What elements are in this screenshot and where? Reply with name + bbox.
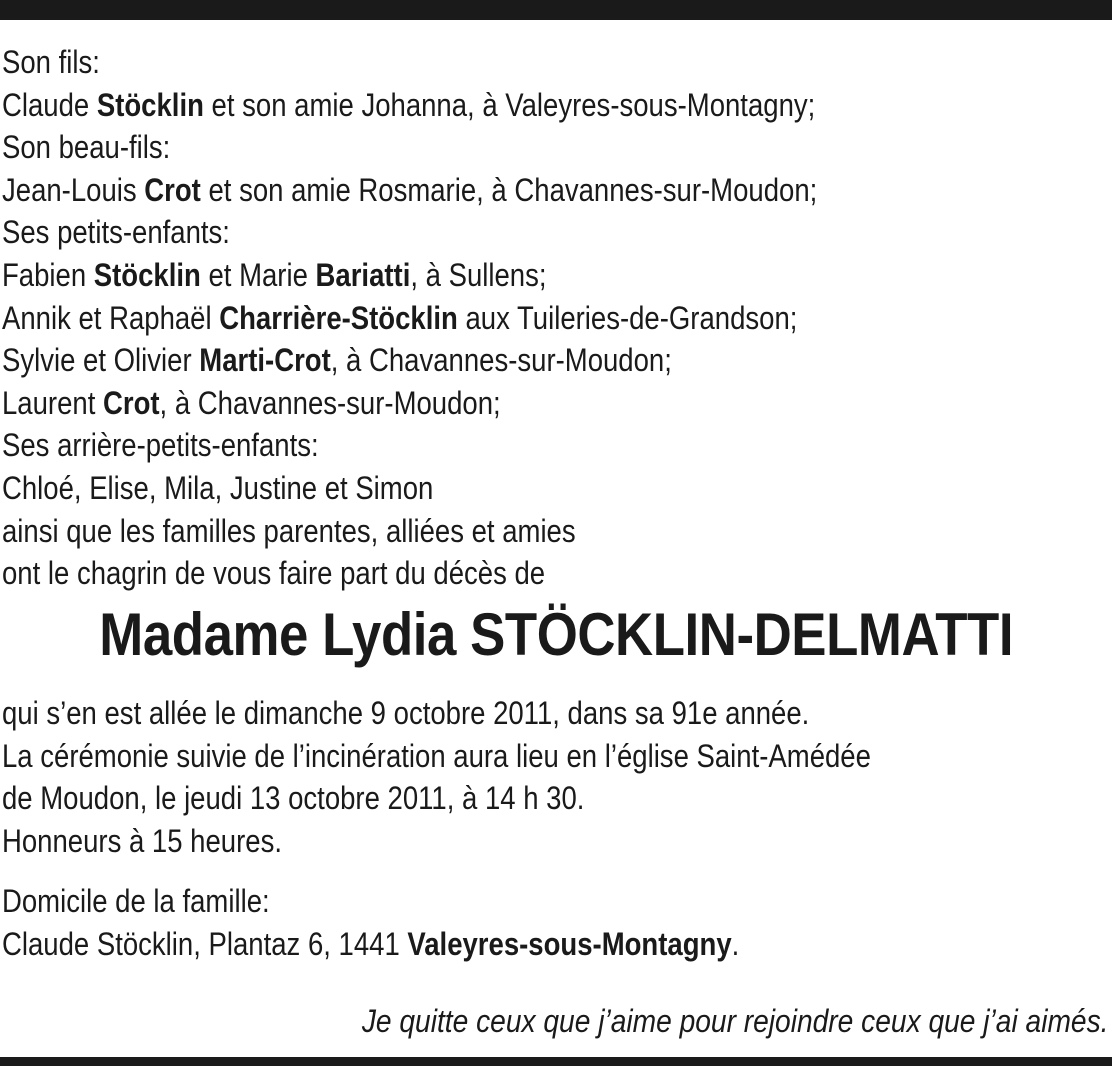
ceremony-details xyxy=(2,692,1107,862)
grandchild-line: Laurent Crot, à Chavannes-sur-Moudon; xyxy=(2,384,501,421)
son-heading: Son fils: xyxy=(2,44,100,80)
passing-line: qui s’en est allée le dimanche 9 octobre 2011, dans sa 91e année. xyxy=(2,695,810,731)
grandchild-line: Sylvie et Olivier Marti-Crot, à Chavannes-sur-Moudon; xyxy=(2,342,672,379)
grandchild-line: Fabien Stöcklin et Marie Bariatti, à Sullens; xyxy=(2,256,547,293)
ceremony-date-line: de Moudon, le jeudi 13 octobre 2011, à 14 h 30. xyxy=(2,780,585,817)
relatives-line: ainsi que les familles parentes, alliées et amies xyxy=(2,512,576,549)
stepson-line: Jean-Louis Crot et son amie Rosmarie, à Chavannes-sur-Moudon; xyxy=(2,171,818,208)
grandchildren-heading: Ses petits-enfants: xyxy=(2,214,230,251)
grandchild-line: Annik et Raphaël Charrière-Stöcklin aux Tuileries-de-Grandson; xyxy=(2,299,798,336)
closing-quote: Je quitte ceux que j’aime pour rejoindre ceux que j’ai aimés. xyxy=(361,1003,1108,1039)
great-grandchildren-names: Chloé, Elise, Mila, Justine et Simon xyxy=(2,469,434,506)
family-list xyxy=(2,41,1107,595)
announcement-line: ont le chagrin de vous faire part du décès de xyxy=(2,555,546,592)
deceased-name: Madame Lydia STÖCKLIN-DELMATTI xyxy=(99,601,1013,668)
top-rule xyxy=(0,0,1112,20)
ceremony-line: La cérémonie suivie de l’incinération aura lieu en l’église Saint-Amédée xyxy=(2,737,871,774)
stepson-heading: Son beau-fils: xyxy=(2,129,171,166)
domicile-address: Claude Stöcklin, Plantaz 6, 1441 Valeyres-sous-Montagny. xyxy=(2,925,740,962)
son-line: Claude Stöcklin et son amie Johanna, à Valeyres-sous-Montagny; xyxy=(2,86,816,123)
honours-line: Honneurs à 15 heures. xyxy=(2,822,282,859)
family-domicile xyxy=(2,880,1107,965)
domicile-heading: Domicile de la famille: xyxy=(2,883,270,919)
bottom-rule xyxy=(0,1057,1112,1066)
great-grandchildren-heading: Ses arrière-petits-enfants: xyxy=(2,427,319,464)
